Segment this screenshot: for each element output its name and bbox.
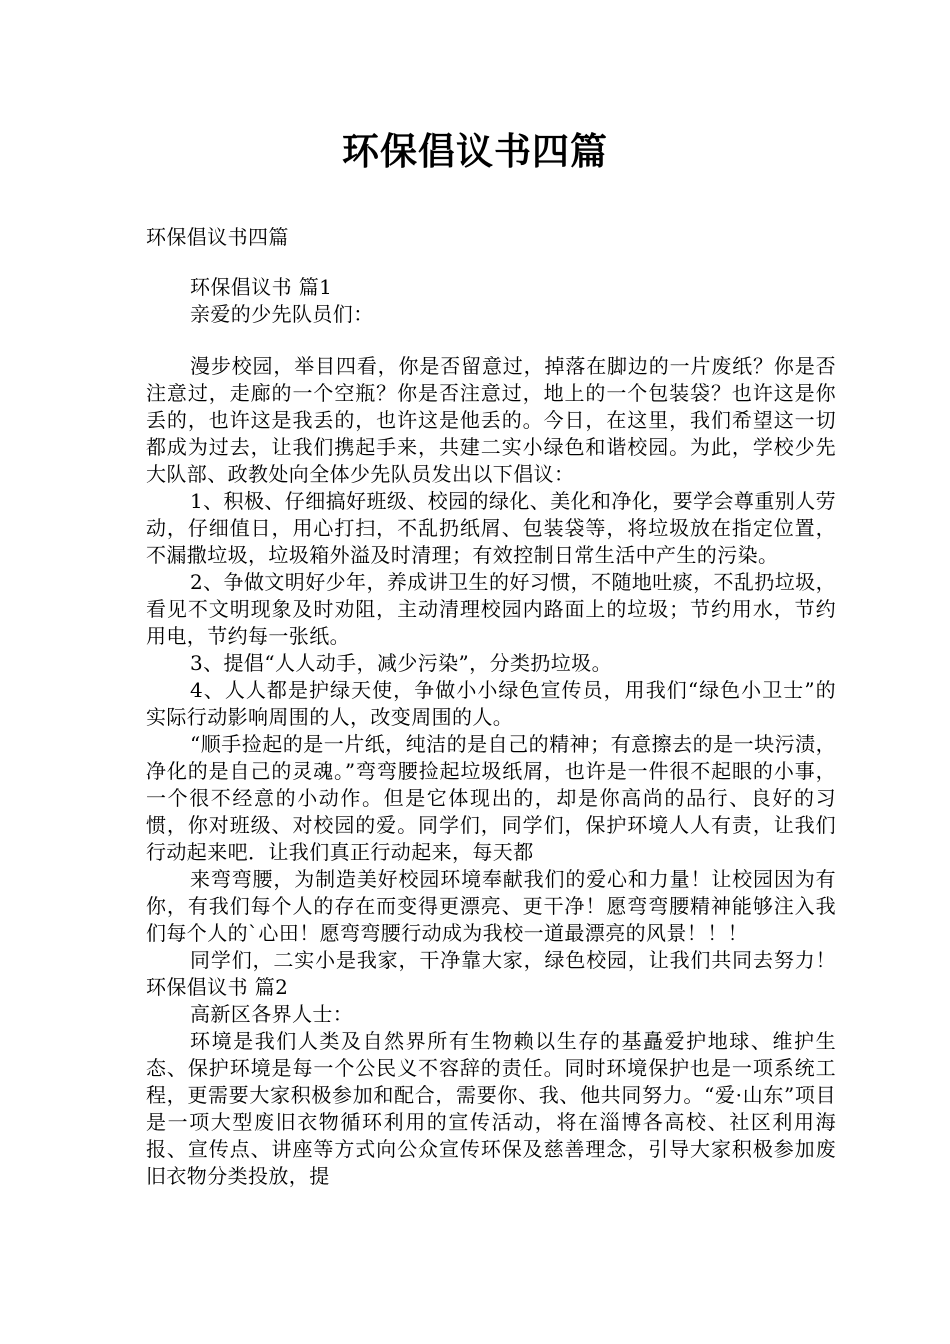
paragraph: 环境是我们人类及自然界所有生物赖以生存的基矗爱护地球、维护生态、保护环境是每一个公民义不容辞的责任。同时环境保护也是一项系统工程，更需要大家积极参加和配合，需要你、我、他共同努力。“爱·山东”项目是一项大型废旧衣物循环利用的宣传活动，将在淄博各高校、社区利用海报、宣传点、讲座等方式向公众宣传环保及慈善理念，引导大家积极参加废旧衣物分类投放，提 [146, 1029, 836, 1188]
document-subtitle: 环保倡议书四篇 [146, 225, 289, 249]
paragraph: 2、争做文明好少年，养成讲卫生的好习惯，不随地吐痰，不乱扔垃圾，看见不文明现象及时劝阻，主动清理校园内路面上的垃圾；节约用水，节约用电，节约每一张纸。 [146, 570, 836, 648]
document-title: 环保倡议书四篇 [342, 130, 608, 173]
paragraph: 3、提倡“人人动手，减少污染”，分类扔垃圾。 [190, 651, 612, 675]
section-heading-1: 环保倡议书 篇1 [190, 275, 333, 299]
salutation-2: 高新区各界人士： [190, 1002, 354, 1026]
paragraph: 漫步校园，举目四看，你是否留意过，掉落在脚边的一片废纸？你是否注意过，走廊的一个空瓶？你是否注意过，地上的一个包装袋？也许这是你丢的，也许这是我丢的，也许这是他丢的。今日，在这里，我们希望这一切都成为过去，让我们携起手来，共建二实小绿色和谐校园。为此，学校少先大队部、政教处向全体少先队员发出以下倡议： [146, 354, 836, 486]
paragraph: 同学们，二实小是我家，干净靠大家，绿色校园，让我们共同去努力！环保倡议书 篇2 [146, 948, 836, 999]
salutation-1: 亲爱的少先队员们： [190, 302, 374, 326]
paragraph: 来弯弯腰，为制造美好校园环境奉献我们的爱心和力量！让校园因为有你，有我们每个人的存在而变得更漂亮、更干净！愿弯弯腰精神能够注入我们每个人的`心田！愿弯弯腰行动成为我校一道最漂亮的风景！！！ [146, 867, 836, 945]
paragraph: 4、人人都是护绿天使，争做小小绿色宣传员，用我们“绿色小卫士”的实际行动影响周围的人，改变周围的人。 [146, 678, 836, 729]
document-body [146, 274, 836, 1190]
paragraph: 1、积极、仔细搞好班级、校园的绿化、美化和净化，要学会尊重别人劳动，仔细值日，用心打扫，不乱扔纸屑、包装袋等，将垃圾放在指定位置，不漏撒垃圾，垃圾箱外溢及时清理；有效控制日常生活中产生的污染。 [146, 489, 836, 567]
paragraph: “顺手捡起的是一片纸，纯洁的是自己的精神；有意擦去的是一块污渍，净化的是自己的灵魂。”弯弯腰捡起垃圾纸屑，也许是一件很不起眼的小事，一个很不经意的小动作。但是它体现出的，却是你高尚的品行、良好的习惯，你对班级、对校园的爱。同学们，同学们，保护环境人人有责，让我们行动起来吧．让我们真正行动起来，每天都 [146, 732, 836, 864]
